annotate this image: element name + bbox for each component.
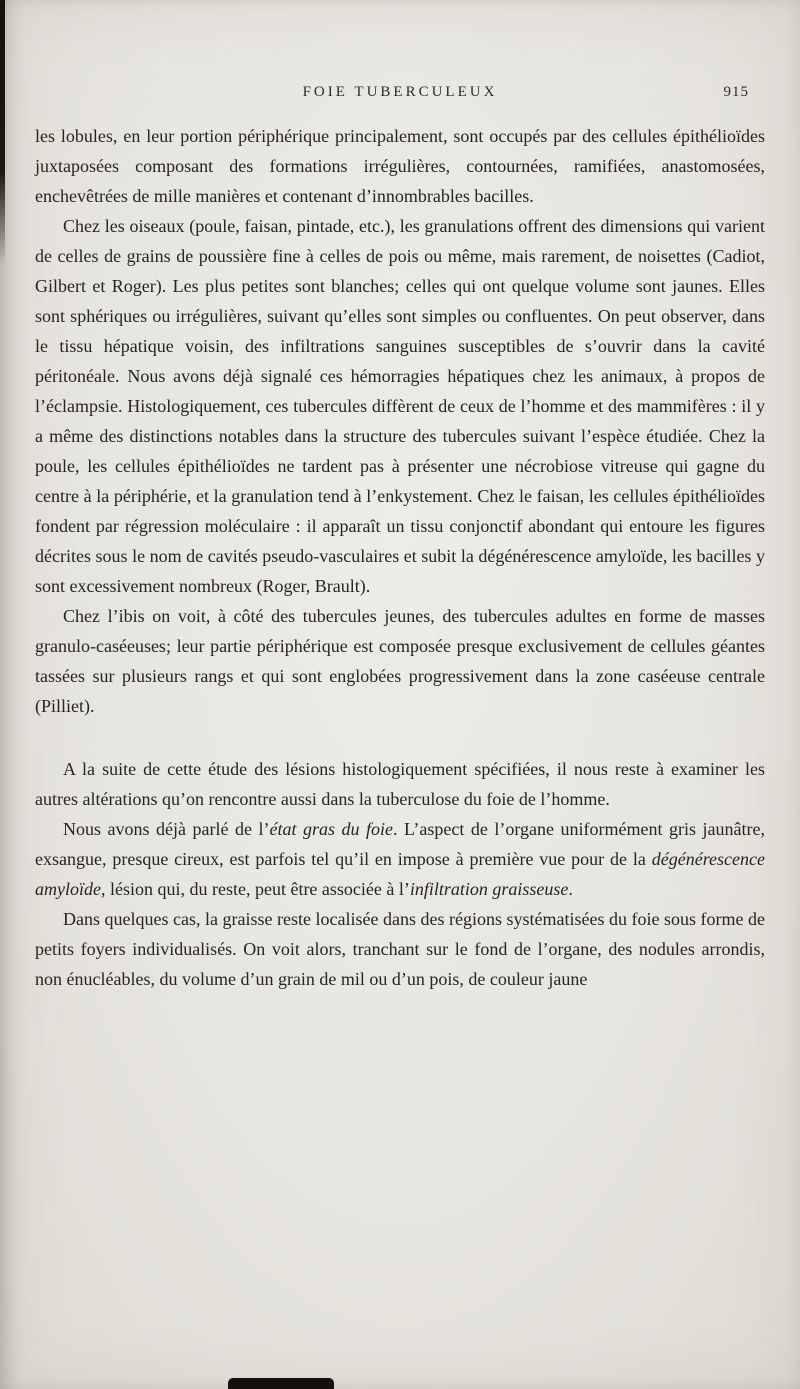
text-run: les lobules, en leur portion périphérique principalement, sont occupés par des cellules épithélioïdes juxtaposées composant des formations irrégulières, contournées, ramifiées, anastomosées, enchevêtrées de mille manières et contenant d’innombrables bacilles. bbox=[35, 126, 765, 206]
text-run: Dans quelques cas, la graisse reste localisée dans des régions systématisées du foie sous forme de petits foyers individualisés. On voit alors, tranchant sur le fond de l’organe, des nodules arrondis, non énucléables, du volume d’un grain de mil ou d’un pois, de couleur jaune bbox=[35, 909, 765, 989]
italic-text-run: dégénérescence amyloïde bbox=[35, 849, 765, 899]
scan-artifact-left-edge bbox=[0, 0, 5, 265]
text-run: Nous avons déjà parlé de l’ bbox=[63, 819, 270, 839]
text-run: , lésion qui, du reste, peut être associée à l’ bbox=[100, 879, 410, 899]
paragraph bbox=[35, 121, 765, 211]
italic-text-run: infiltration graisseuse bbox=[409, 879, 569, 899]
paragraph bbox=[35, 601, 765, 721]
paragraph bbox=[35, 211, 765, 601]
page-header bbox=[35, 84, 765, 108]
paragraph bbox=[35, 904, 765, 994]
paragraph bbox=[35, 814, 765, 904]
scan-artifact-bottom bbox=[228, 1378, 334, 1389]
paragraph bbox=[35, 754, 765, 814]
text-run: Chez l’ibis on voit, à côté des tubercules jeunes, des tubercules adultes en forme de masses granulo-caséeuses; leur partie périphérique est composée presque exclusivement de cellules géantes tassées sur plusieurs rangs et qui sont englobées progressivement dans la zone caséeuse centrale (Pilliet). bbox=[35, 606, 765, 716]
italic-text-run: état gras du foie bbox=[269, 819, 394, 839]
running-title: FOIE TUBERCULEUX bbox=[302, 84, 498, 100]
text-run: Chez les oiseaux (poule, faisan, pintade, etc.), les granulations offrent des dimensions qui varient de celles de grains de poussière fine à celles de pois ou même, mais rarement, de noisettes (Cadiot, Gilbert et Roger). Les plus petites sont blanches; celles qui ont quelque volume sont jaunes. Elles sont sphériques ou irrégulières, suivant qu’elles sont simples ou confluentes. On peut observer, dans le tissu hépatique voisin, des infiltrations sanguines susceptibles de s’ouvrir dans la cavité péritonéale. Nous avons déjà signalé ces hémorragies hépatiques chez les animaux, à propos de l’éclampsie. Histologiquement, ces tubercules diffèrent de ceux de l’homme et des mammifères : il y a même des distinctions notables dans la structure des tubercules suivant l’espèce étudiée. Chez la poule, les cellules épithélioïdes ne tardent pas à présenter une nécrobiose vitreuse qui gagne du centre à la périphérie, et la granulation tend à l’enkystement. Chez le faisan, les cellules épithélioïdes fondent par régression moléculaire : il apparaît un tissu conjonctif abondant qui entoure les figures décrites sous le nom de cavités pseudo-vasculaires et subit la dégénérescence amyloïde, les bacilles y sont excessivement nombreux (Roger, Brault). bbox=[35, 216, 765, 596]
text-run: . L’aspect de l’organe uniformément gris jaunâtre, exsangue, presque cireux, est parfois tel qu’il en impose à première vue pour de la bbox=[35, 819, 765, 869]
text-block bbox=[35, 121, 765, 994]
text-run: A la suite de cette étude des lésions histologiquement spécifiées, il nous reste à examiner les autres altérations qu’on rencontre aussi dans la tuberculose du foie de l’homme. bbox=[35, 759, 765, 809]
page-number: 915 bbox=[723, 84, 749, 100]
text-run: . bbox=[568, 879, 573, 899]
